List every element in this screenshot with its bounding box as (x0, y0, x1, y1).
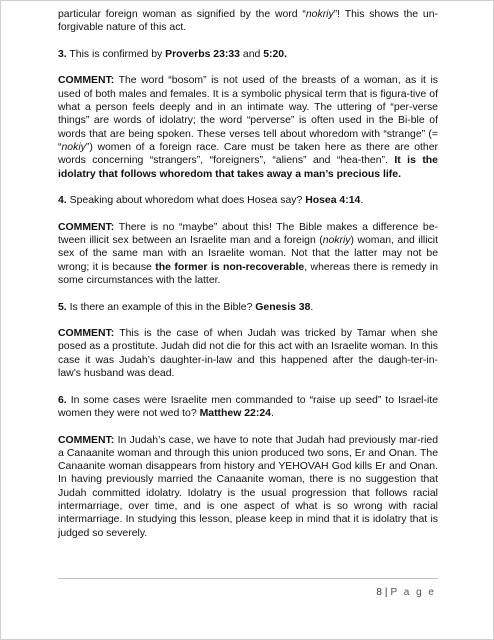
bold-text: the former is non-recoverable (155, 261, 305, 273)
body-text: The word “bosom” is not used of the breasts of a woman, as it is used of both males and females. It is a symbolic physical term that is figura-tive of what a person feels deeply and in an intimate way. The uttering of “per-verse things” are words of idolatry; the word “perverse” is often used in the Bi-ble of words that are being spoken. These verses tell about whoredom with “strange” (= “ (58, 75, 438, 153)
paragraph (58, 74, 438, 180)
paragraph (58, 327, 438, 380)
bold-text: Matthew 22:24 (199, 407, 271, 419)
footer-separator: | (384, 587, 388, 598)
italic-text: nokriy (322, 235, 351, 247)
bold-text: Genesis 38 (255, 301, 311, 313)
bold-text: 4. (58, 195, 67, 207)
body-text: ”) women of a foreign race. Care must be taken here as there are other words concerning “strangers”, “foreigners”, “aliens” and “hea-then”. (58, 141, 438, 167)
bold-text: COMMENT: (58, 75, 115, 87)
paragraph (58, 48, 438, 61)
body-text: , whereas there is remedy in some circumstances with the latter. (58, 261, 438, 286)
bold-text: It is the idolatry that follows whoredom that takes away a man’s precious life. (58, 155, 438, 180)
page-body-text (58, 8, 438, 553)
bold-text: Hosea 4:14 (305, 195, 361, 207)
body-text: and (240, 48, 264, 60)
page-footer (376, 587, 436, 598)
body-text: In Judah’s case, we have to note that Judah had previously mar-ried a Canaanite woman and through this union produced two sons, Er and Onan. The Canaanite woman disappears from history and YEHOVAH God kills Er and Onan. In having previously married the Canaanite woman, there is no suggestion that Judah committed idolatry. Idolatry is the usual progression that follows racial intermarriage, over time, and is one aspect of what is so wrong with racial intermarriage. In studying this lesson, please keep in mind that it is idolatry that is judged so severely. (58, 434, 438, 539)
paragraph (58, 394, 438, 421)
body-text: This is the case of when Judah was tricked by Tamar when she posed as a prostitute. Judah did not die for this act with an Israelite woman. In this case it was Judah’s daughter-in-law and this happened after the daugh-ter-in-law’s husband was dead. (58, 328, 438, 380)
paragraph (58, 221, 438, 287)
body-text: . (310, 301, 314, 313)
body-text: There is no “maybe” about this! The Bible makes a difference be-tween illicit sex between an Israelite man and a foreign ( (58, 221, 438, 247)
paragraph (58, 301, 438, 314)
bold-text: COMMENT: (58, 328, 115, 340)
bold-text: Proverbs 23:33 (165, 48, 240, 60)
body-text: This is confirmed by (66, 48, 166, 60)
page-label: P a g e (390, 587, 436, 598)
bold-text: COMMENT: (58, 221, 115, 233)
paragraph (58, 434, 438, 540)
bold-text: 6. (58, 394, 67, 406)
body-text: ) woman, and illicit sex of the same man with an Israelite woman. Not that the latter may not be wrong; it is because (58, 235, 438, 273)
body-text: In some cases were Israelite men commanded to “raise up seed” to Israel-ite women they were not wed to? (58, 394, 438, 419)
italic-text: nokiy (61, 141, 86, 153)
body-text: ”! This shows the un-forgivable nature of this act. (58, 9, 438, 34)
body-text: . (360, 195, 364, 207)
page-number: 8 (376, 587, 382, 598)
body-text: . (270, 407, 274, 419)
bold-text: COMMENT: (58, 434, 115, 446)
body-text: Is there an example of this in the Bible? (66, 301, 256, 313)
footer-divider (58, 578, 438, 579)
bold-text: 5:20. (263, 48, 288, 60)
italic-text: nokriy (305, 9, 334, 20)
bold-text: 3. (58, 48, 67, 60)
body-text: Speaking about whoredom what does Hosea say? (66, 195, 306, 207)
paragraph (58, 8, 438, 35)
paragraph (58, 194, 438, 207)
body-text: particular foreign woman as signified by the word “ (58, 9, 306, 20)
bold-text: 5. (58, 301, 67, 313)
